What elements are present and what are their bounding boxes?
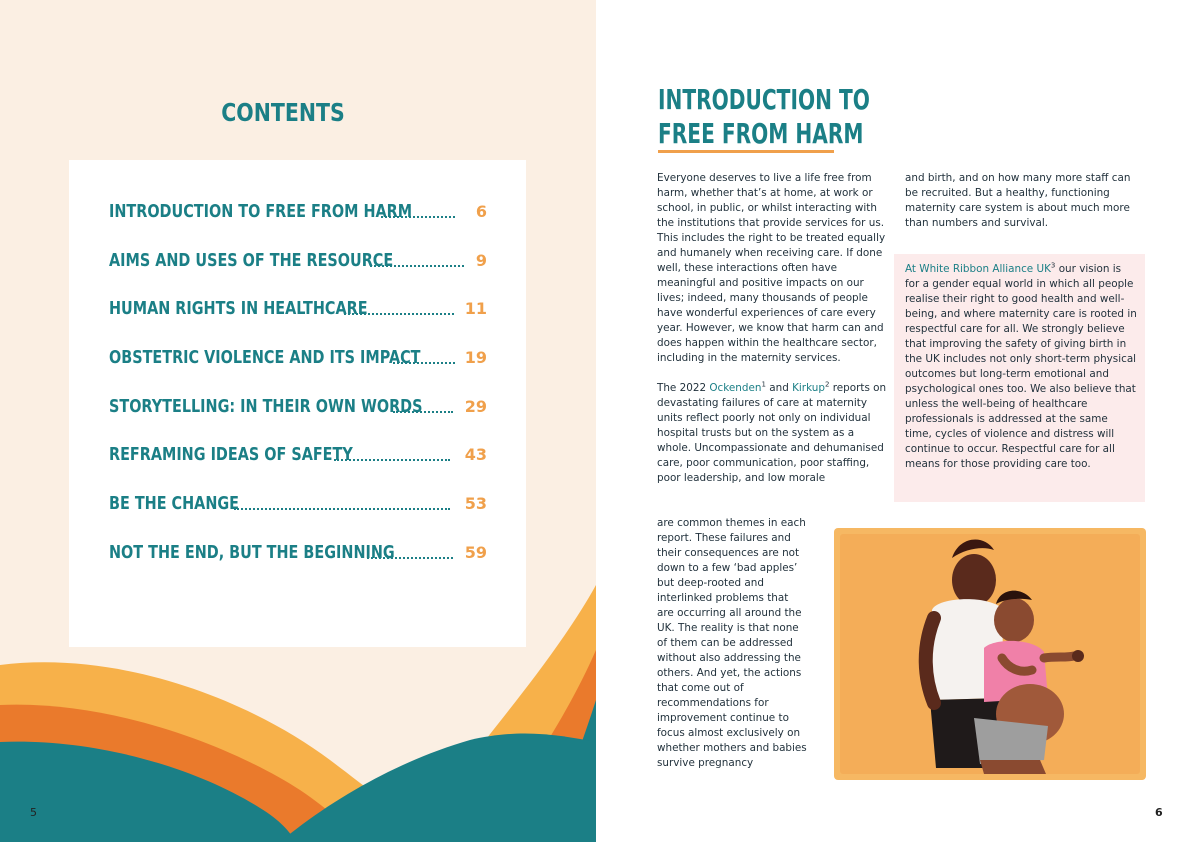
toc-page: 53 [464,494,487,513]
toc-row[interactable] [109,296,487,322]
toc-dots [370,264,464,267]
toc-dots [381,215,455,218]
toc-dots [393,361,455,364]
toc-page: 19 [464,348,487,367]
toc-row[interactable] [109,540,487,566]
toc-row[interactable] [109,345,487,371]
toc-page: 29 [464,397,487,416]
toc-row[interactable] [109,248,487,274]
toc-dots [334,458,450,461]
contents-title: CONTENTS [221,98,345,127]
toc-label: BE THE CHANGE [109,493,240,514]
toc-card [69,160,526,647]
callout-text [905,262,1137,472]
reports-paragraph [657,381,889,486]
toc-dots [344,312,454,315]
footnote-ref[interactable]: 2 [824,380,830,389]
toc-label: HUMAN RIGHTS IN HEALTHCARE [109,298,368,319]
toc-label: INTRODUCTION TO FREE FROM HARM [109,201,413,222]
toc-label: NOT THE END, BUT THE BEGINNING [109,542,395,563]
title-underline [658,150,834,153]
right-page [596,0,1191,842]
text: and [765,382,793,394]
wra-link[interactable]: At White Ribbon Alliance UK [905,263,1051,275]
toc-dots [393,410,453,413]
footnote-ref[interactable]: 3 [1050,261,1056,270]
section-title-line: INTRODUCTION TO [658,83,870,116]
toc-page: 59 [464,543,487,562]
toc-dots [234,507,450,510]
toc-label: OBSTETRIC VIOLENCE AND ITS IMPACT [109,347,421,368]
toc-page: 6 [475,202,487,221]
toc-row[interactable] [109,199,487,225]
page-number: 6 [1155,806,1163,819]
toc-label: AIMS AND USES OF THE RESOURCE [109,250,394,271]
toc-row[interactable] [109,442,487,468]
toc-label: STORYTELLING: IN THEIR OWN WORDS [109,396,423,417]
page-number: 5 [30,806,37,819]
kirkup-link[interactable]: Kirkup [792,382,825,394]
body-column-1 [657,171,889,501]
section-title [658,83,870,151]
intro-paragraph: Everyone deserves to live a life free from harm, whether that’s at home, at work or school, in public, or whilst interacting with the institutions that provide services for us. This includes the right to be treated equally and humanely when receiving care. If done well, these interactions often have meaningful and positive impacts on our lives; indeed, many thousands of people have wonderful experiences of care every year. However, we know that harm can and does happen within the healthcare sector, including in the maternity services. [657,172,886,364]
ockenden-link[interactable]: Ockenden [709,382,762,394]
body-column-1-narrow: are common themes in each report. These failures and their consequences are not down to a few ‘bad apples’ but deep-rooted and interlinked problems that are occurring all around the UK. The reality is that none of them can be addressed without also addressing the others. And yet, the actions that come out of recommendations for improvement continue to focus almost exclusively on whether mothers and babies survive pregnancy [657,517,807,769]
toc-label: REFRAMING IDEAS OF SAFETY [109,444,353,465]
toc-page: 9 [475,251,487,270]
text: The 2022 [657,382,710,394]
body-column-2: and birth, and on how many more staff can be recruited. But a healthy, functioning maternity care system is about much more than numbers and survival. [905,172,1131,229]
text: our vision is for a gender equal world in which all people realise their right to good health and well-being, and where maternity care is rooted in respectful care for all. We strongly believe that improving the safety of giving birth in the UK includes not only short-term physical outcomes but long-term emotional and psychological ones too. We also believe that unless the well-being of healthcare professionals is addressed at the same time, cycles of violence and distress will continue to occur. Respectful care for all means for those providing care too. [905,263,1137,470]
toc-page: 11 [464,299,487,318]
toc-row[interactable] [109,491,487,517]
text: reports on devastating failures of care at maternity units reflect poorly not only on individual hospital trusts but on the system as a whole. Uncompassionate and dehumanised care, poor communication, poor staffing, poor leadership, and low morale [657,382,887,484]
footnote-ref[interactable]: 1 [761,380,766,389]
section-title-line: FREE FROM HARM [658,117,864,150]
toc-row[interactable] [109,394,487,420]
toc-dots [367,556,453,559]
illustration-pregnant-woman-and-partner [834,528,1146,780]
toc-page: 43 [464,445,487,464]
